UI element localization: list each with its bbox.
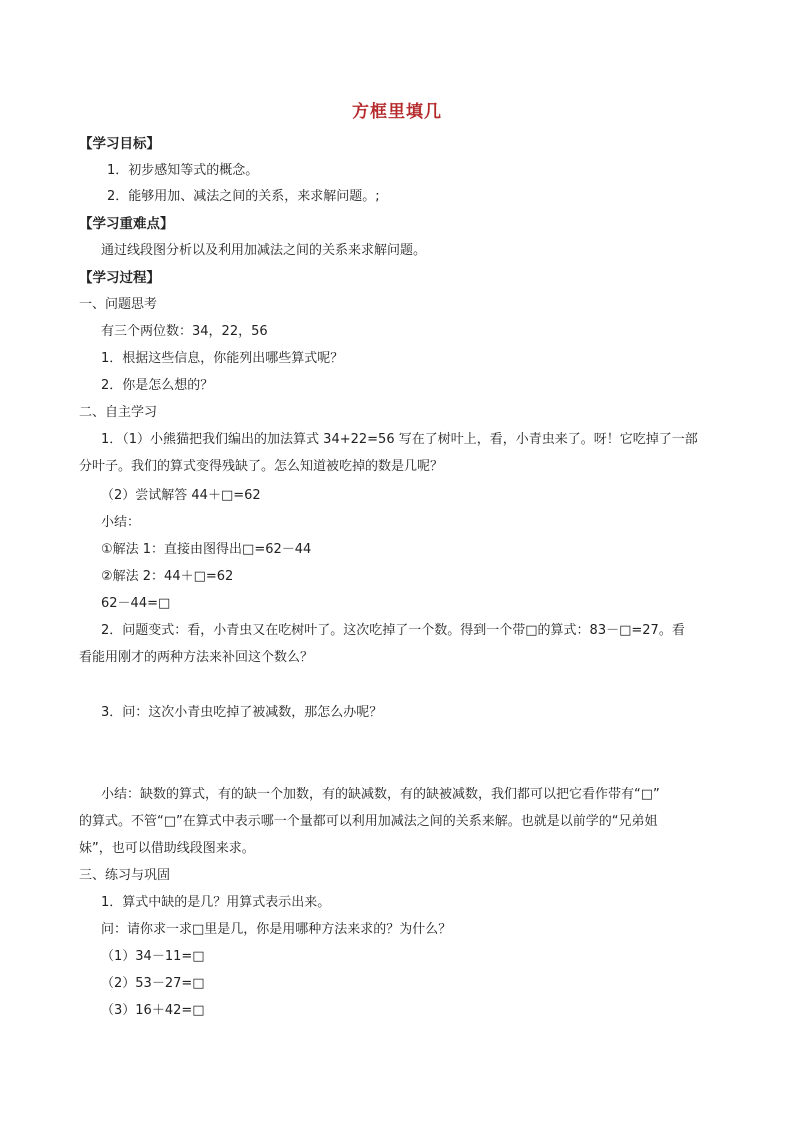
part2-q1-2: （2）尝试解答 44＋□=62 (101, 488, 261, 503)
part2-title: 二、自主学习 (79, 405, 158, 420)
part3-item-1: （1）34－11=□ (101, 949, 205, 964)
objectives-heading: 【学习目标】 (79, 136, 160, 152)
process-heading: 【学习过程】 (79, 270, 160, 286)
part2-summary2-line-3: 妹”，也可以借助线段图来求。 (79, 841, 255, 856)
part1-line-3: 2．你是怎么想的？ (101, 378, 214, 393)
part1-title: 一、问题思考 (79, 297, 158, 312)
part2-summary2-line-2: 的算式。不管“□”在算式中表示哪一个量都可以利用加减法之间的关系来解。也就是以前学的“兄弟姐 (79, 814, 658, 829)
part2-q1-line-2: 分叶子。我们的算式变得残缺了。怎么知道被吃掉的数是几呢？ (79, 459, 444, 474)
part2-method-1: ①解法 1：直接由图得出□=62－44 (101, 542, 312, 557)
part3-q1: 1．算式中缺的是几？用算式表示出来。 (101, 895, 331, 910)
part2-q2-line-2: 看能用刚才的两种方法来补回这个数么？ (79, 650, 314, 665)
part2-summary-label: 小结： (101, 515, 141, 530)
part3-item-2: （2）53－27=□ (101, 976, 205, 991)
part2-q3: 3．问：这次小青虫吃掉了被减数，那怎么办呢？ (101, 705, 383, 720)
document-title: 方框里填几 (352, 102, 442, 122)
key-points-text: 通过线段图分析以及利用加减法之间的关系来求解问题。 (101, 243, 427, 258)
objective-item-1: 1．初步感知等式的概念。 (107, 163, 259, 178)
part1-line-1: 有三个两位数：34，22，56 (101, 324, 268, 339)
part2-method-2-step: 62－44=□ (101, 596, 171, 611)
key-points-heading: 【学习重难点】 (79, 216, 174, 232)
part3-title: 三、练习与巩固 (79, 868, 171, 883)
part2-summary2-line-1: 小结：缺数的算式，有的缺一个加数，有的缺减数，有的缺被减数，我们都可以把它看作带有“□” (101, 787, 660, 802)
part2-q1-line-1: 1．（1）小熊猫把我们编出的加法算式 34+22=56 写在了树叶上，看，小青虫来了。呀！它吃掉了一部 (101, 432, 698, 447)
part2-method-2: ②解法 2：44＋□=62 (101, 569, 234, 584)
part2-q2-line-1: 2．问题变式：看，小青虫又在吃树叶了。这次吃掉了一个数。得到一个带□的算式：83－□=27。看 (101, 623, 685, 638)
part3-ask: 问：请你求一求□里是几，你是用哪种方法来求的？为什么？ (101, 922, 452, 937)
part3-item-3: （3）16＋42=□ (101, 1003, 205, 1018)
part1-line-2: 1．根据这些信息，你能列出哪些算式呢？ (101, 351, 344, 366)
objective-item-2: 2．能够用加、减法之间的关系，来求解问题。; (107, 189, 380, 204)
